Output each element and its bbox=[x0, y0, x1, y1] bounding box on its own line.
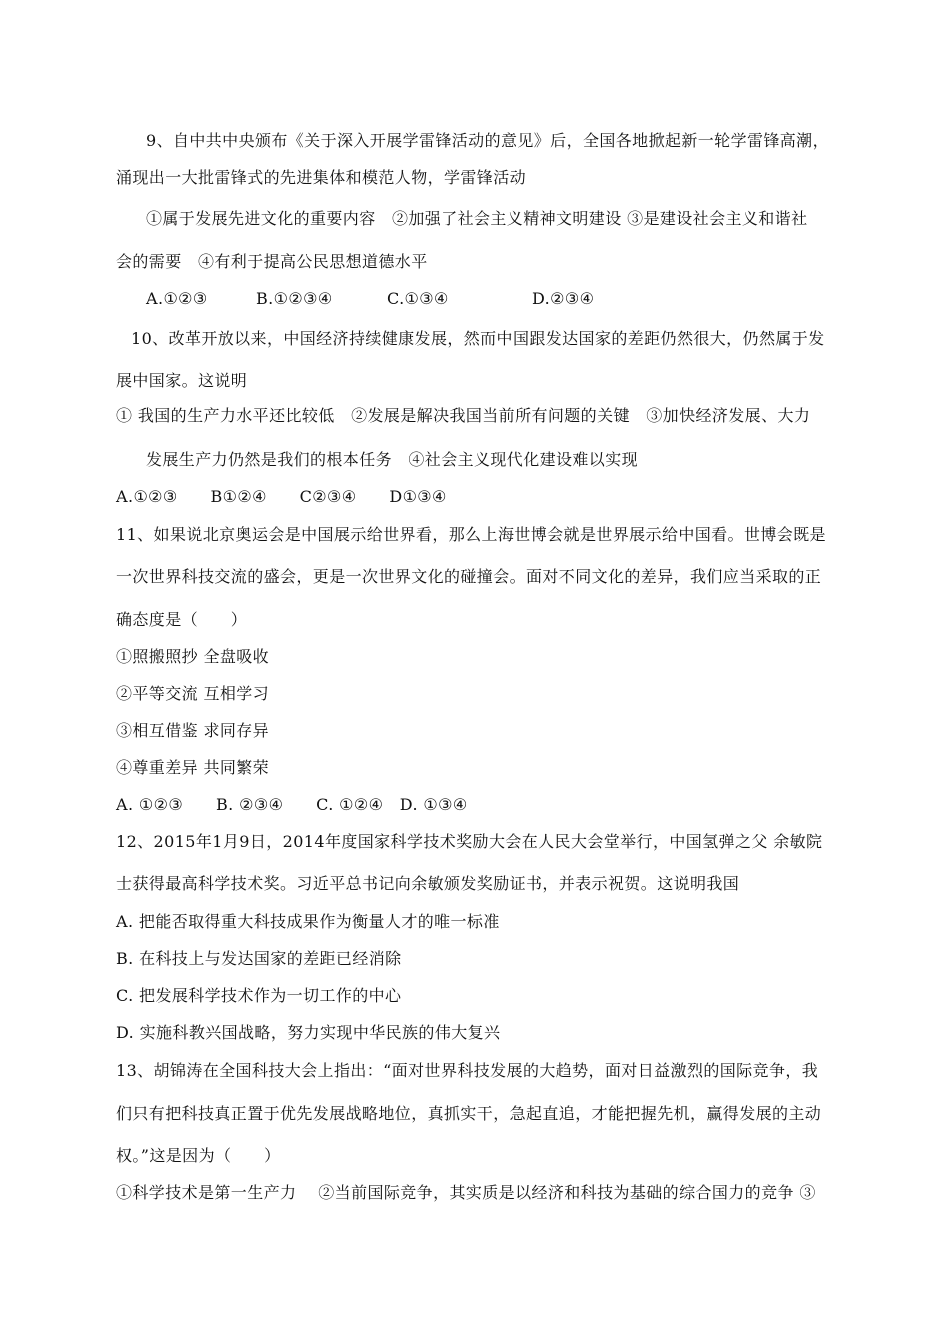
q9-option-c: C.①③④ bbox=[387, 289, 449, 308]
q13-stem-line-2: 们只有把科技真正置于优先发展战略地位，真抓实干，急起直追，才能把握先机，赢得发展的主动 bbox=[116, 1104, 822, 1123]
q9-items-line-2: 会的需要 ④有利于提高公民思想道德水平 bbox=[116, 252, 428, 271]
q13-stem-line-3: 权。”这是因为（ ） bbox=[116, 1146, 281, 1165]
q11-options: A. ①②③ B. ②③④ C. ①②④ D. ①③④ bbox=[116, 795, 468, 814]
q9-stem-line-1: 9、自中共中央颁布《关于深入开展学雷锋活动的意见》后，全国各地掀起新一轮学雷锋高潮， bbox=[146, 131, 829, 150]
q10-options: A.①②③ B①②④ C②③④ D①③④ bbox=[116, 487, 447, 506]
q11-stem-line-2: 一次世界科技交流的盛会，更是一次世界文化的碰撞会。面对不同文化的差异，我们应当采取的正 bbox=[116, 567, 822, 586]
q11-item-4: ④尊重差异 共同繁荣 bbox=[116, 758, 270, 777]
q10-stem-line-2: 展中国家。这说明 bbox=[116, 371, 248, 390]
q9-stem-line-2: 涌现出一大批雷锋式的先进集体和模范人物，学雷锋活动 bbox=[116, 168, 527, 187]
q12-option-d: D. 实施科教兴国战略，努力实现中华民族的伟大复兴 bbox=[116, 1023, 501, 1042]
q12-option-b: B. 在科技上与发达国家的差距已经消除 bbox=[116, 949, 402, 968]
q9-option-d: D.②③④ bbox=[532, 289, 595, 308]
q11-stem-line-1: 11、如果说北京奥运会是中国展示给世界看，那么上海世博会就是世界展示给中国看。世博会既是 bbox=[116, 525, 826, 544]
q11-item-3: ③相互借鉴 求同存异 bbox=[116, 721, 270, 740]
q11-item-2: ②平等交流 互相学习 bbox=[116, 684, 270, 703]
q9-items-line-1: ①属于发展先进文化的重要内容 ②加强了社会主义精神文明建设 ③是建设社会主义和谐社 bbox=[146, 209, 808, 228]
q11-item-1: ①照搬照抄 全盘吸收 bbox=[116, 647, 270, 666]
q13-stem-line-1: 13、胡锦涛在全国科技大会上指出：“面对世界科技发展的大趋势，面对日益激烈的国际竞争，我 bbox=[116, 1061, 819, 1080]
q12-stem-line-2: 士获得最高科学技术奖。习近平总书记向余敏颁发奖励证书，并表示祝贺。这说明我国 bbox=[116, 874, 740, 893]
q10-items-line-2: 发展生产力仍然是我们的根本任务 ④社会主义现代化建设难以实现 bbox=[146, 450, 639, 469]
q10-items-line-1: ① 我国的生产力水平还比较低 ②发展是解决我国当前所有问题的关键 ③加快经济发展、大力 bbox=[116, 406, 811, 425]
q9-option-b: B.①②③④ bbox=[256, 289, 333, 308]
q12-option-c: C. 把发展科学技术作为一切工作的中心 bbox=[116, 986, 402, 1005]
q9-option-a: A.①②③ bbox=[146, 289, 208, 308]
q12-stem-line-1: 12、2015年1月9日，2014年度国家科学技术奖励大会在人民大会堂举行，中国氢弹之父 余敏院 bbox=[116, 832, 823, 851]
q12-option-a: A. 把能否取得重大科技成果作为衡量人才的唯一标准 bbox=[116, 912, 500, 931]
q11-stem-line-3: 确态度是（ ） bbox=[116, 610, 248, 629]
q13-items-line-1: ①科学技术是第一生产力 ②当前国际竞争，其实质是以经济和科技为基础的综合国力的竞争 ③ bbox=[116, 1183, 816, 1202]
q10-stem-line-1: 10、改革开放以来，中国经济持续健康发展，然而中国跟发达国家的差距仍然很大，仍然属于发 bbox=[131, 329, 825, 348]
